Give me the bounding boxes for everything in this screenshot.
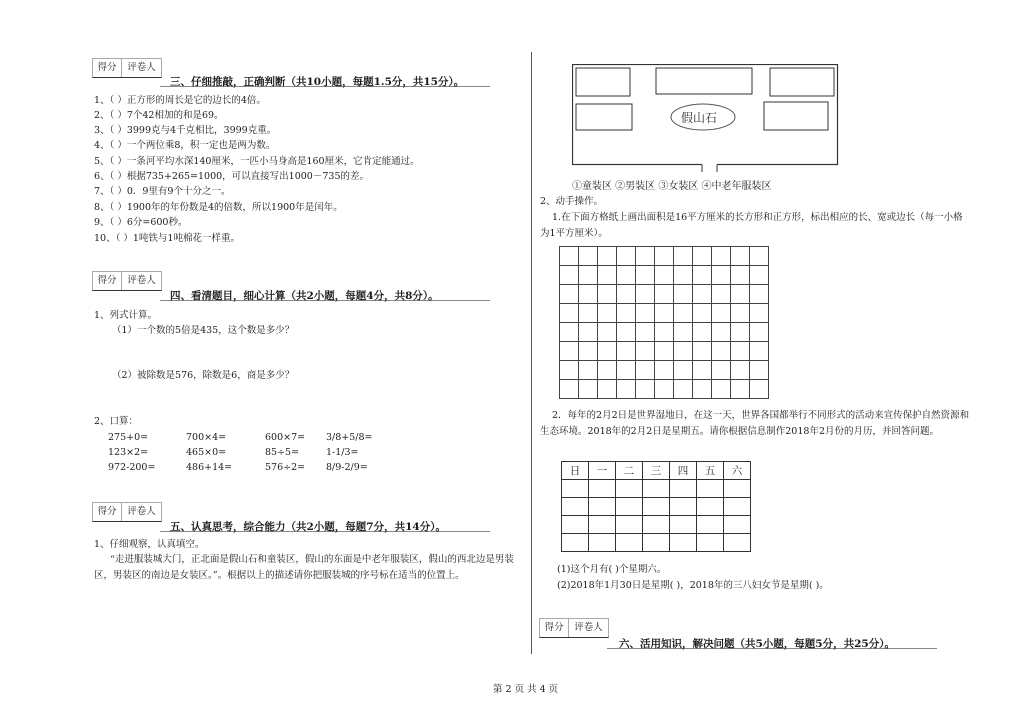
- oral-item: 972-200=: [108, 462, 156, 473]
- zone-box: [576, 68, 630, 96]
- score-box: [92, 271, 162, 291]
- question-title: 1、列式计算。: [94, 310, 158, 321]
- question-text: 2．每年的2月2日是世界湿地日，在这一天，世界各国都举行不同形式的活动来宣传保护自然资源和生态环境。2018年的2月2日是星期五。请你根据信息制作2018年2月份的月历，并回答问题。: [540, 410, 970, 437]
- map-legend: ①童装区 ②男装区 ③女装区 ④中老年服装区: [572, 181, 772, 192]
- judge-item: 3、（ ）3999克与4千克相比，3999克重。: [94, 125, 277, 136]
- oral-item: 3/8+5/8=: [326, 432, 373, 443]
- rockery-label: 假山石: [681, 111, 718, 125]
- calendar-header-cell: 三: [643, 462, 670, 480]
- section-6-title: 六、活用知识，解决问题（共5小题，每题5分，共25分）。: [619, 638, 895, 650]
- question-text: “走进服装城大门，正北面是假山石和童装区，假山的东面是中老年服装区，假山的西北边是男装区，男装区的南边是女装区。”。根据以上的描述请你把服装城的序号标在适当的位置上。: [94, 554, 514, 581]
- calendar-header-cell: 六: [724, 462, 751, 480]
- oral-item: 275+0=: [108, 432, 149, 443]
- oral-item: 123×2=: [108, 447, 149, 458]
- zone-box: [656, 68, 752, 94]
- calendar-header-cell: 日: [562, 462, 589, 480]
- grader-label: 评卷人: [127, 506, 156, 517]
- judge-item: 9、（ ）6分=600秒。: [94, 217, 188, 228]
- section-3-title: 三、仔细推敲，正确判断（共10小题，每题1.5分，共15分）。: [170, 76, 465, 88]
- question-sub: （2）被除数是576，除数是6，商是多少？: [112, 370, 295, 381]
- judge-item: 7、（ ）0．9里有9个十分之一。: [94, 186, 231, 197]
- zone-box: [576, 104, 632, 130]
- calendar-table: [561, 461, 751, 552]
- question-title: 2、口算：: [94, 416, 139, 427]
- judge-item: 1、（ ）正方形的周长是它的边长的4倍。: [94, 95, 266, 106]
- calendar-question: (2)2018年1月30日是星期( )，2018年的三八妇女节是星期( )。: [557, 580, 829, 591]
- judge-item: 10、（ ）1吨铁与1吨棉花一样重。: [94, 233, 240, 244]
- judge-item: 2、（ ）7个42相加的和是69。: [94, 110, 224, 121]
- grader-label: 评卷人: [127, 62, 156, 73]
- score-box: [92, 502, 162, 522]
- calendar-header-cell: 一: [589, 462, 616, 480]
- page-number: 第 2 页 共 4 页: [493, 684, 559, 695]
- score-label: 得分: [93, 59, 122, 77]
- section-4-title: 四、看清题目，细心计算（共2小题，每题4分，共8分）。: [170, 290, 439, 302]
- grader-label: 评卷人: [127, 275, 156, 286]
- question-title: 1、仔细观察，认真填空。: [94, 539, 205, 550]
- calendar-question: (1)这个月有( )个星期六。: [557, 564, 667, 575]
- score-label: 得分: [540, 619, 569, 637]
- section-5-title: 五、认真思考，综合能力（共2小题，每题7分，共14分）。: [170, 521, 446, 533]
- question-text: 1.在下面方格纸上画出面积是16平方厘米的长方形和正方形，标出相应的长、宽或边长（每一小格为1平方厘米）。: [540, 212, 963, 239]
- oral-item: 1-1/3=: [326, 447, 359, 458]
- score-box: [539, 618, 609, 638]
- oral-item: 486+14=: [186, 462, 233, 473]
- calendar-header-cell: 二: [616, 462, 643, 480]
- oral-item: 465×0=: [186, 447, 227, 458]
- judge-item: 6、（ ）根据735+265=1000，可以直接写出1000－735的差。: [94, 171, 369, 182]
- grader-label: 评卷人: [574, 622, 603, 633]
- zone-box: [770, 68, 834, 96]
- column-divider: [531, 52, 532, 654]
- calendar-header-cell: 五: [697, 462, 724, 480]
- question-sub: （1）一个数的5倍是435，这个数是多少？: [112, 325, 295, 336]
- score-label: 得分: [93, 503, 122, 521]
- score-label: 得分: [93, 272, 122, 290]
- judge-item: 5、（ ）一条河平均水深140厘米，一匹小马身高是160厘米，它肯定能通过。: [94, 156, 420, 167]
- judge-item: 4、（ ）一个两位乘8，积一定也是两为数。: [94, 140, 276, 151]
- judge-item: 8、（ ）1900年的年份数是4的倍数，所以1900年是闰年。: [94, 202, 343, 213]
- square-grid: [559, 246, 769, 399]
- oral-item: 8/9-2/9=: [326, 462, 368, 473]
- score-box: [92, 58, 162, 78]
- oral-item: 600×7=: [265, 432, 306, 443]
- oral-item: 700×4=: [186, 432, 227, 443]
- calendar-header-cell: 四: [670, 462, 697, 480]
- oral-item: 85÷5=: [265, 447, 300, 458]
- question-title: 2、动手操作。: [540, 196, 604, 207]
- zone-box: [764, 102, 828, 130]
- oral-item: 576÷2=: [265, 462, 306, 473]
